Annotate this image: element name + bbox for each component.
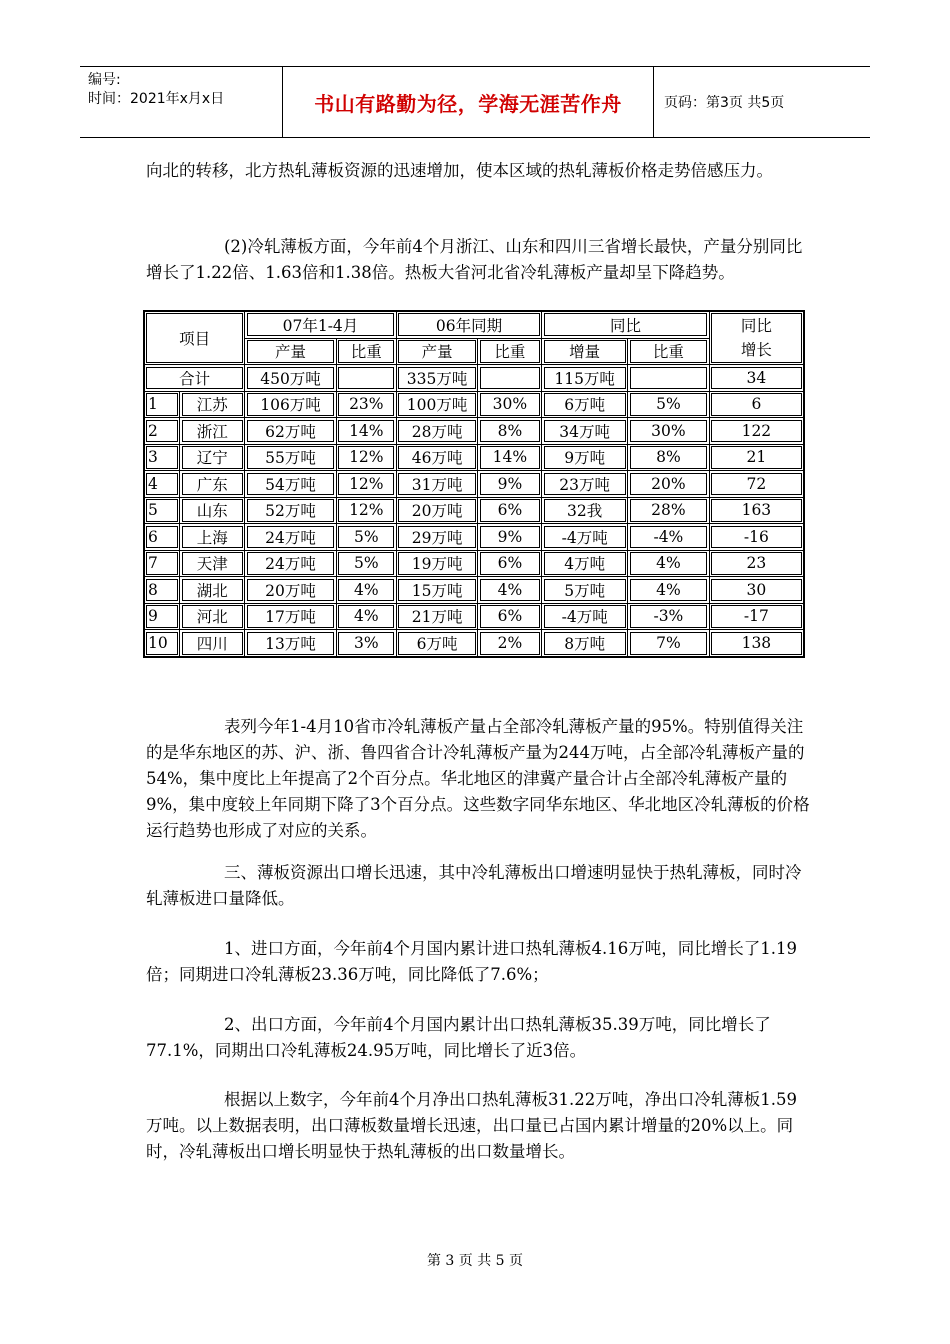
cell-inc-share: 30%: [628, 418, 710, 445]
total-increase-share: [628, 365, 710, 392]
document-time-label: 时间：2021年x月x日: [88, 91, 225, 107]
cell-inc-share: -3%: [628, 603, 710, 630]
cell-inc: 6万吨: [542, 391, 628, 418]
cell-p1-output: 24万吨: [245, 524, 337, 551]
cell-p1-share: 5%: [336, 524, 396, 551]
subheader-share: 比重: [478, 338, 542, 365]
cell-p1-share: 14%: [336, 418, 396, 445]
cell-p1-share: 3%: [336, 630, 396, 657]
cell-p1-output: 62万吨: [245, 418, 337, 445]
cell-p2-output: 28万吨: [396, 418, 478, 445]
cell-inc: 8万吨: [542, 630, 628, 657]
cell-name: 广东: [180, 471, 245, 498]
cell-p1-output: 24万吨: [245, 550, 337, 577]
cell-p2-share: 30%: [478, 391, 542, 418]
table-total-row: [144, 365, 804, 392]
header-period-2007: 07年1-4月: [245, 311, 397, 338]
cell-p2-share: 6%: [478, 497, 542, 524]
paragraph-conclusion: 根据以上数字，今年前4个月净出口热轧薄板31.22万吨，净出口冷轧薄板1.59万吨。以上数据表明，出口薄板数量增长迅速，出口量已占国内累计增量的20%以上。同时，冷轧薄板出口增长明显快于热轧薄板的出口数量增长。: [146, 1090, 797, 1161]
cell-p2-output: 46万吨: [396, 444, 478, 471]
cell-p2-output: 31万吨: [396, 471, 478, 498]
cell-p1-output: 17万吨: [245, 603, 337, 630]
document-number-label: 编号:: [88, 72, 121, 88]
paragraph-cold-rolled: (2)冷轧薄板方面，今年前4个月浙江、山东和四川三省增长最快，产量分别同比增长了1.22倍、1.63倍和1.38倍。热板大省河北省冷轧薄板产量却呈下降趋势。: [146, 237, 803, 282]
table-row: [144, 603, 804, 630]
header-meta: [80, 67, 283, 137]
table-row: [144, 418, 804, 445]
subheader-share: 比重: [336, 338, 396, 365]
header-slogan: 书山有路勤为径，学海无涯苦作舟: [283, 67, 654, 137]
cell-growth: 23: [709, 550, 804, 577]
subheader-share: 比重: [628, 338, 710, 365]
paragraph-summary: 表列今年1-4月10省市冷轧薄板产量占全部冷轧薄板产量的95%。特别值得关注的是华东地区的苏、沪、浙、鲁四省合计冷轧薄板产量为244万吨，占全部冷轧薄板产量的54%，集中度比上年提高了2个百分点。华北地区的津冀产量合计占全部冷轧薄板产量的9%，集中度较上年同期下降了3个百分点。这些数字同华东地区、华北地区冷轧薄板的价格运行趋势也形成了对应的关系。: [146, 717, 810, 840]
cell-inc-share: 20%: [628, 471, 710, 498]
cell-no: 8: [144, 577, 180, 604]
table-row: [144, 444, 804, 471]
header-period-2006: 06年同期: [396, 311, 542, 338]
cell-growth: 6: [709, 391, 804, 418]
cell-p2-output: 6万吨: [396, 630, 478, 657]
cell-p1-output: 13万吨: [245, 630, 337, 657]
total-label: 合计: [144, 365, 245, 392]
header-yoy: 同比: [542, 311, 709, 338]
total-p2-output: 335万吨: [396, 365, 478, 392]
province-output-table: [143, 310, 805, 658]
paragraph-section-three: 三、薄板资源出口增长迅速，其中冷轧薄板出口增速明显快于热轧薄板，同时冷轧薄板进口量降低。: [146, 863, 802, 908]
paragraph-imports: 1、进口方面，今年前4个月国内累计进口热轧薄板4.16万吨，同比增长了1.19倍；同期进口冷轧薄板23.36万吨，同比降低了7.6%；: [146, 939, 797, 984]
cell-p2-output: 15万吨: [396, 577, 478, 604]
cell-no: 1: [144, 391, 180, 418]
table-row: [144, 524, 804, 551]
cell-inc-share: 4%: [628, 550, 710, 577]
cell-p1-output: 54万吨: [245, 471, 337, 498]
cell-p1-share: 4%: [336, 603, 396, 630]
cell-p2-share: 9%: [478, 524, 542, 551]
cell-name: 天津: [180, 550, 245, 577]
cell-no: 9: [144, 603, 180, 630]
cell-p1-output: 106万吨: [245, 391, 337, 418]
cell-no: 10: [144, 630, 180, 657]
cell-p1-output: 20万吨: [245, 577, 337, 604]
cell-p1-share: 4%: [336, 577, 396, 604]
cell-name: 湖北: [180, 577, 245, 604]
cell-p2-share: 14%: [478, 444, 542, 471]
cell-name: 山东: [180, 497, 245, 524]
cell-inc-share: 8%: [628, 444, 710, 471]
cell-p2-share: 6%: [478, 603, 542, 630]
cell-p1-output: 55万吨: [245, 444, 337, 471]
cell-growth: 30: [709, 577, 804, 604]
total-p1-share: [336, 365, 396, 392]
header-item: 项目: [144, 311, 245, 365]
cell-no: 3: [144, 444, 180, 471]
cell-growth: 138: [709, 630, 804, 657]
cell-p2-share: 8%: [478, 418, 542, 445]
total-increase: 115万吨: [542, 365, 628, 392]
cell-p1-share: 12%: [336, 497, 396, 524]
cell-name: 辽宁: [180, 444, 245, 471]
total-growth: 34: [709, 365, 804, 392]
cell-p2-output: 29万吨: [396, 524, 478, 551]
cell-growth: -16: [709, 524, 804, 551]
table-row: [144, 471, 804, 498]
cell-p2-share: 6%: [478, 550, 542, 577]
cell-p2-share: 4%: [478, 577, 542, 604]
total-p1-output: 450万吨: [245, 365, 337, 392]
subheader-output: 产量: [396, 338, 478, 365]
table-row: [144, 497, 804, 524]
cell-name: 江苏: [180, 391, 245, 418]
cell-p2-output: 20万吨: [396, 497, 478, 524]
cell-p1-share: 12%: [336, 471, 396, 498]
cell-inc: 9万吨: [542, 444, 628, 471]
cell-no: 5: [144, 497, 180, 524]
subheader-output: 产量: [245, 338, 337, 365]
cell-no: 2: [144, 418, 180, 445]
paragraph-exports: 2、出口方面，今年前4个月国内累计出口热轧薄板35.39万吨，同比增长了77.1%，同期出口冷轧薄板24.95万吨，同比增长了近3倍。: [146, 1015, 771, 1060]
cell-inc-share: -4%: [628, 524, 710, 551]
page-footer: 第 3 页 共 5 页: [426, 1253, 524, 1269]
cell-p2-output: 100万吨: [396, 391, 478, 418]
total-p2-share: [478, 365, 542, 392]
cell-p2-share: 2%: [478, 630, 542, 657]
cell-no: 6: [144, 524, 180, 551]
cell-no: 7: [144, 550, 180, 577]
cell-name: 河北: [180, 603, 245, 630]
cell-p2-output: 21万吨: [396, 603, 478, 630]
header-growth: 同比 增长: [709, 311, 804, 365]
cell-p1-output: 52万吨: [245, 497, 337, 524]
cell-p1-share: 23%: [336, 391, 396, 418]
cell-inc: 5万吨: [542, 577, 628, 604]
cell-growth: -17: [709, 603, 804, 630]
subheader-increase: 增量: [542, 338, 628, 365]
table-row: [144, 577, 804, 604]
cell-inc-share: 4%: [628, 577, 710, 604]
table-row: [144, 391, 804, 418]
cell-no: 4: [144, 471, 180, 498]
cell-p2-share: 9%: [478, 471, 542, 498]
cell-name: 上海: [180, 524, 245, 551]
cell-inc: -4万吨: [542, 603, 628, 630]
cell-growth: 122: [709, 418, 804, 445]
cell-inc: 4万吨: [542, 550, 628, 577]
table-header-row: [144, 311, 804, 338]
cell-p1-share: 12%: [336, 444, 396, 471]
cell-name: 四川: [180, 630, 245, 657]
header-page-info: 页码：第3页 共5页: [664, 95, 785, 111]
cell-growth: 163: [709, 497, 804, 524]
cell-inc-share: 7%: [628, 630, 710, 657]
cell-p2-output: 19万吨: [396, 550, 478, 577]
paragraph-continuation: 向北的转移，北方热轧薄板资源的迅速增加，使本区域的热轧薄板价格走势倍感压力。: [146, 161, 773, 180]
cell-inc-share: 28%: [628, 497, 710, 524]
cell-p1-share: 5%: [336, 550, 396, 577]
cell-inc: 32我: [542, 497, 628, 524]
cell-inc-share: 5%: [628, 391, 710, 418]
cell-growth: 72: [709, 471, 804, 498]
page-header: [80, 66, 870, 138]
cell-growth: 21: [709, 444, 804, 471]
cell-name: 浙江: [180, 418, 245, 445]
table-row: [144, 550, 804, 577]
cell-inc: 23万吨: [542, 471, 628, 498]
table-row: [144, 630, 804, 657]
cell-inc: 34万吨: [542, 418, 628, 445]
cell-inc: -4万吨: [542, 524, 628, 551]
